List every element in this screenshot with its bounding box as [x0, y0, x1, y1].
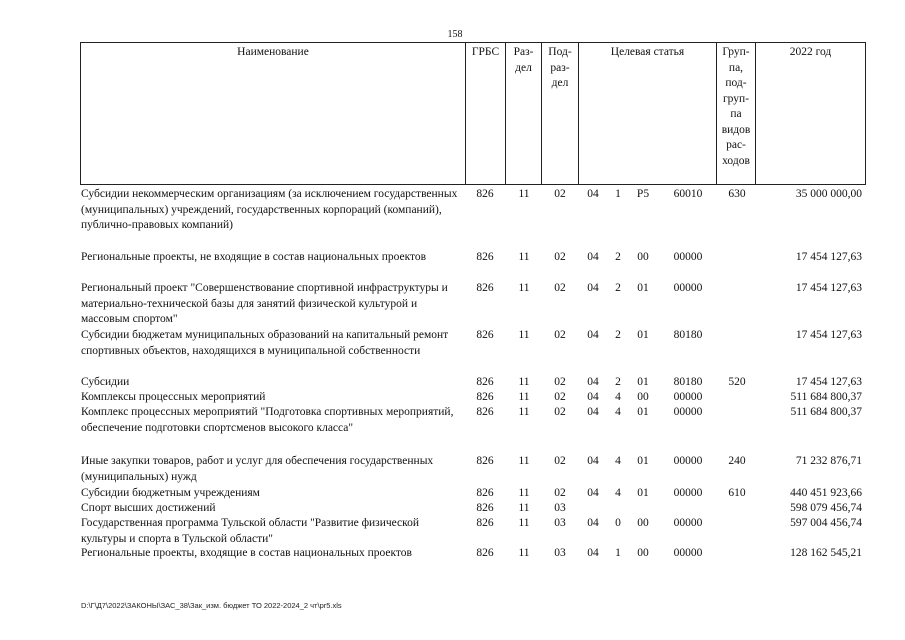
row-sum: 598 079 456,74	[790, 502, 862, 514]
page-number: 158	[447, 29, 463, 40]
row-vid: 240	[728, 455, 746, 467]
row-razdel: 11	[518, 517, 530, 529]
row-razdel: 11	[518, 282, 530, 294]
row-target-2: 2	[615, 329, 621, 341]
row-name: Спорт высших достижений	[81, 502, 216, 514]
row-grbs: 826	[476, 547, 494, 559]
row-target-4: 00000	[673, 487, 703, 499]
row-razdel: 11	[518, 455, 530, 467]
row-podrazdel: 02	[554, 188, 566, 200]
row-sum: 17 454 127,63	[795, 376, 862, 388]
header-divider	[578, 42, 579, 185]
header-divider	[755, 42, 756, 185]
row-target-2: 2	[615, 376, 621, 388]
row-razdel: 11	[518, 376, 530, 388]
row-target-1: 04	[587, 406, 599, 418]
row-razdel: 11	[518, 188, 530, 200]
row-podrazdel: 02	[554, 455, 566, 467]
row-target-4: 60010	[673, 188, 703, 200]
row-name: Комплексы процессных мероприятий	[81, 391, 266, 403]
row-target-4: 80180	[673, 376, 703, 388]
header-divider	[465, 42, 466, 185]
row-target-4: 00000	[673, 547, 703, 559]
header-target: Целевая статья	[610, 46, 685, 58]
row-name: Региональный проект "Совершенствование спортивной инфраструктуры и материально-технической базы для занятий физической культурой и массовым спортом"	[81, 282, 448, 325]
row-podrazdel: 02	[554, 391, 566, 403]
row-sum: 511 684 800,37	[790, 391, 862, 403]
header-divider	[865, 42, 866, 185]
row-podrazdel: 02	[554, 251, 566, 263]
row-razdel: 11	[518, 502, 530, 514]
row-sum: 128 162 545,21	[790, 547, 862, 559]
row-target-2: 4	[615, 406, 621, 418]
row-sum: 35 000 000,00	[795, 188, 862, 200]
row-podrazdel: 03	[554, 547, 566, 559]
row-target-1: 04	[587, 188, 599, 200]
row-target-2: 2	[615, 251, 621, 263]
row-target-3: 00	[637, 517, 649, 529]
row-grbs: 826	[476, 487, 494, 499]
header-divider	[80, 42, 81, 185]
row-grbs: 826	[476, 502, 494, 514]
row-target-1: 04	[587, 282, 599, 294]
row-target-3: 01	[637, 376, 649, 388]
row-target-2: 4	[615, 455, 621, 467]
row-vid: 610	[728, 487, 746, 499]
row-grbs: 826	[476, 282, 494, 294]
header-bottom-border	[80, 184, 866, 185]
row-podrazdel: 02	[554, 282, 566, 294]
row-razdel: 11	[518, 487, 530, 499]
row-target-1: 04	[587, 455, 599, 467]
row-name: Субсидии	[81, 376, 130, 388]
row-target-2: 4	[615, 391, 621, 403]
row-target-3: 01	[637, 455, 649, 467]
row-target-1: 04	[587, 376, 599, 388]
row-target-4: 00000	[673, 251, 703, 263]
row-razdel: 11	[518, 391, 530, 403]
header-razdel: Раз- дел	[513, 46, 534, 74]
row-razdel: 11	[518, 547, 530, 559]
header-podrazdel: Под- раз- дел	[548, 46, 572, 89]
row-target-2: 1	[615, 188, 621, 200]
row-podrazdel: 03	[554, 502, 566, 514]
row-target-1: 04	[587, 547, 599, 559]
row-target-4: 00000	[673, 406, 703, 418]
header-top-border	[80, 42, 866, 43]
row-target-2: 2	[615, 282, 621, 294]
row-vid: 520	[728, 376, 746, 388]
row-sum: 597 004 456,74	[790, 517, 862, 529]
row-target-3: 00	[637, 391, 649, 403]
row-name: Региональные проекты, не входящие в состав национальных проектов	[81, 251, 427, 263]
row-grbs: 826	[476, 251, 494, 263]
row-sum: 17 454 127,63	[795, 329, 862, 341]
row-target-3: 00	[637, 547, 649, 559]
row-target-3: 00	[637, 251, 649, 263]
row-grbs: 826	[476, 329, 494, 341]
row-target-4: 00000	[673, 455, 703, 467]
row-sum: 71 232 876,71	[795, 455, 862, 467]
row-podrazdel: 02	[554, 406, 566, 418]
row-target-3: 01	[637, 406, 649, 418]
row-sum: 17 454 127,63	[795, 251, 862, 263]
row-target-3: 01	[637, 329, 649, 341]
row-sum: 511 684 800,37	[790, 406, 862, 418]
row-podrazdel: 02	[554, 329, 566, 341]
row-podrazdel: 02	[554, 487, 566, 499]
row-target-2: 1	[615, 547, 621, 559]
row-vid: 630	[728, 188, 746, 200]
row-target-3: 01	[637, 282, 649, 294]
row-target-3: 01	[637, 487, 649, 499]
row-target-1: 04	[587, 517, 599, 529]
row-target-1: 04	[587, 391, 599, 403]
header-name: Наименование	[237, 46, 309, 58]
row-razdel: 11	[518, 406, 530, 418]
row-target-4: 80180	[673, 329, 703, 341]
header-grbs: ГРБС	[471, 46, 500, 58]
row-name: Субсидии бюджетным учреждениям	[81, 487, 260, 499]
row-grbs: 826	[476, 517, 494, 529]
row-name: Региональные проекты, входящие в состав национальных проектов	[81, 547, 412, 559]
row-target-4: 00000	[673, 282, 703, 294]
row-name: Комплекс процессных мероприятий "Подготовка спортивных мероприятий, обеспечение подготовки спортсменов высокого класса"	[81, 406, 454, 434]
row-target-1: 04	[587, 329, 599, 341]
row-target-1: 04	[587, 487, 599, 499]
row-target-4: 00000	[673, 517, 703, 529]
row-grbs: 826	[476, 376, 494, 388]
row-target-2: 0	[615, 517, 621, 529]
row-grbs: 826	[476, 188, 494, 200]
row-target-2: 4	[615, 487, 621, 499]
file-path-footer: D:\Г\Д7\2022\ЗАКОНЫ\ЗАС_38\Зак_изм. бюджет ТО 2022-2024_2 чт\pr5.xls	[81, 601, 342, 610]
row-sum: 17 454 127,63	[795, 282, 862, 294]
row-grbs: 826	[476, 406, 494, 418]
row-name: Субсидии бюджетам муниципальных образований на капитальный ремонт спортивных объектов, находящихся в муниципальной собственности	[81, 329, 449, 357]
row-razdel: 11	[518, 329, 530, 341]
row-razdel: 11	[518, 251, 530, 263]
row-grbs: 826	[476, 455, 494, 467]
header-vid: Груп- па, под- груп- па видов рас- ходов	[721, 46, 751, 167]
row-sum: 440 451 923,66	[790, 487, 862, 499]
row-name: Иные закупки товаров, работ и услуг для обеспечения государственных (муниципальных) нужд	[81, 455, 434, 483]
row-grbs: 826	[476, 391, 494, 403]
row-name: Субсидии некоммерческим организациям (за исключением государственных (муниципальных) учреждений, государственных корпораций (компаний), публично-правовых компаний)	[81, 188, 458, 231]
row-target-1: 04	[587, 251, 599, 263]
row-target-4: 00000	[673, 391, 703, 403]
row-podrazdel: 03	[554, 517, 566, 529]
header-year: 2022 год	[789, 46, 832, 58]
row-target-3: P5	[636, 188, 650, 200]
row-podrazdel: 02	[554, 376, 566, 388]
row-name: Государственная программа Тульской области "Развитие физической культуры и спорта в Тульской области"	[81, 517, 420, 545]
